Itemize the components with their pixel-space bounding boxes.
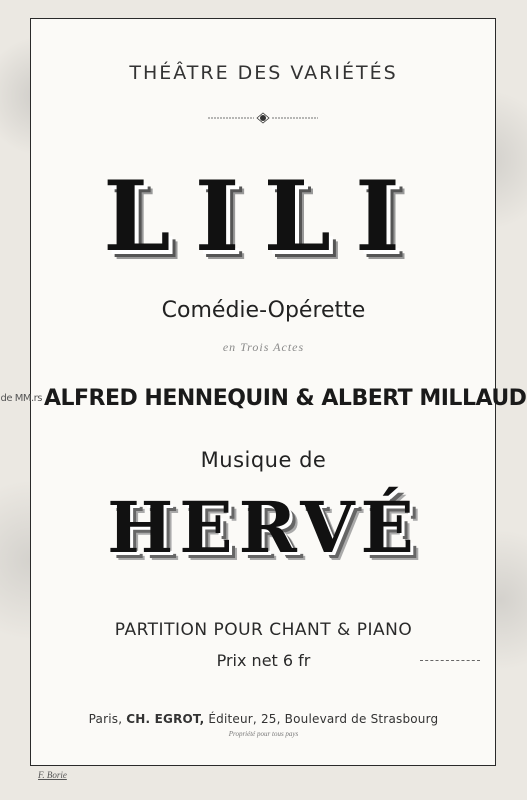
dash-ornament	[420, 660, 480, 663]
publisher-name: CH. EGROT,	[126, 712, 205, 726]
rights-notice: Propriété pour tous pays	[228, 730, 299, 738]
ornament-divider-icon	[208, 112, 318, 124]
engraver-credit: F. Borie	[38, 770, 67, 780]
publisher-address: 25, Boulevard de Strasbourg	[260, 712, 439, 726]
composer-name: HERVÉ	[107, 486, 420, 569]
publisher-city: Paris,	[88, 712, 123, 726]
authors-prefix: de MM.rs	[0, 393, 42, 404]
subtitle: Comédie-Opérette	[161, 298, 366, 323]
music-by-label: Musique de	[200, 448, 327, 472]
price-line: Prix net 6 fr	[216, 651, 311, 670]
authors-line	[0, 386, 527, 411]
publisher-line	[0, 712, 527, 726]
publisher-role: Éditeur,	[208, 712, 257, 726]
title: LILI	[103, 160, 424, 273]
acts-line: en Trois Actes	[222, 340, 305, 354]
authors-names: ALFRED HENNEQUIN & ALBERT MILLAUD	[43, 386, 527, 411]
edition-line: PARTITION POUR CHANT & PIANO	[114, 620, 413, 640]
theatre-name: THÉÂTRE DES VARIÉTÉS	[129, 62, 398, 84]
